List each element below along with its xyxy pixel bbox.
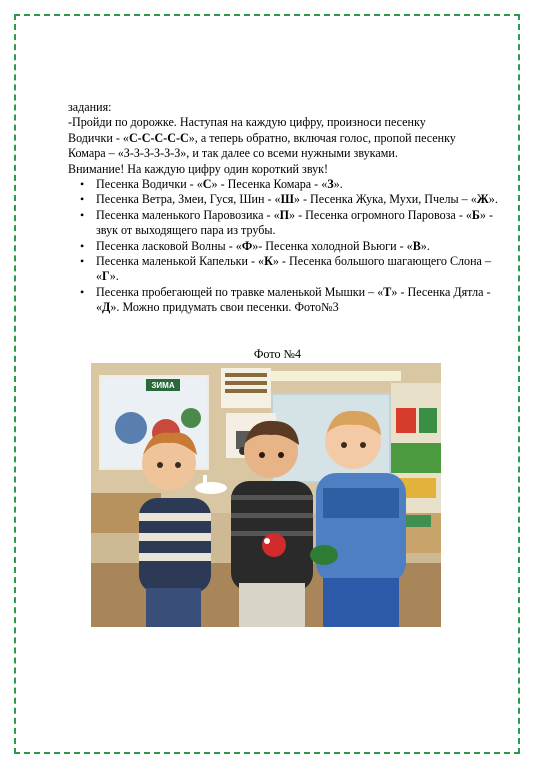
- children-photo-illustration: [91, 363, 441, 627]
- list-item: • Песенка маленькой Капельки - «К» - Песенка большого шагающего Слона – «Г».: [96, 254, 498, 285]
- intro-line-3: Водички - «С-С-С-С-С», а теперь обратно, включая голос, пропой песенку: [68, 130, 456, 145]
- list-item: • Песенка ласковой Волны - «Ф»- Песенка холодной Вьюги - «В».: [96, 239, 498, 254]
- photo-caption: Фото №4: [253, 347, 302, 361]
- intro-line-1: задания:: [68, 100, 112, 114]
- classroom-photo: [91, 363, 441, 627]
- intro-line-4: Комара – «З-З-З-З-З-З», и так далее со всеми нужными звуками.: [68, 146, 398, 161]
- intro-line-2: -Пройди по дорожке. Наступая на каждую цифру, произноси песенку: [68, 115, 426, 130]
- svg-text:ЗИМА: ЗИМА: [151, 381, 175, 390]
- list-item: • Песенка Водички - «С» - Песенка Комара - «З».: [96, 177, 498, 192]
- list-item: • Песенка пробегающей по травке маленькой Мышки – «Т» - Песенка Дятла - «Д». Можно придумать свои песенки. Фото№3: [96, 285, 498, 316]
- list-item: • Песенка маленького Паровозика - «П» - Песенка огромного Паровоза - «Б» - звук от выходящего пара из трубы.: [96, 208, 498, 239]
- instructions-text: [68, 100, 498, 316]
- sound-songs-list: [68, 177, 498, 316]
- intro-line-5: Внимание! На каждую цифру один короткий звук!: [68, 161, 329, 176]
- list-item: • Песенка Ветра, Змеи, Гуся, Шин - «Ш» - Песенка Жука, Мухи, Пчелы – «Ж».: [96, 192, 498, 207]
